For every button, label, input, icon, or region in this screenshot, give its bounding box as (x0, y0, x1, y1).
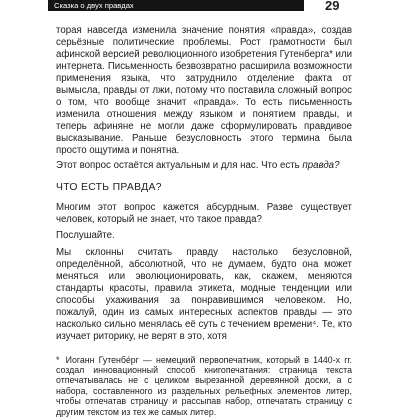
page-number: 29 (325, 0, 340, 13)
paragraph-continued: торая навсегда изменила значение понятия «правда», создав серьёзные политические проблемы. Рост грамотности был афинской версией революционного изобретения Гутенберга* или интернета. Письменность безвозвратно расширила возможности применения языка, что затруднило отделение факта от вымысла, правды от лжи, потому что поставила сложный вопрос о том, что вообще значит «правда». То есть письменность изменила отношения между языком и понятием правды, и теперь афиняне не могли даже сформулировать правдивое высказывание. Раньше безусловность этого термина была просто ощутима и понятна. (56, 25, 353, 156)
footnote (56, 355, 352, 417)
paragraph-text: Этот вопрос остаётся актуальным и для нас. Что есть (56, 160, 303, 171)
paragraph (56, 160, 352, 172)
running-head-title: Сказка о двух правдах (54, 1, 134, 10)
footnote-marker: * (56, 354, 60, 365)
section-heading: ЧТО ЕСТЬ ПРАВДА? (56, 182, 162, 193)
paragraph: Мы склонны считать правду настолько безусловной, определённой, абсолютной, что не думаем, будто она может меняться или эволюционировать, как, скажем, меняются стандарты красоты, правила этикета, модные тенденции или способы ухаживания за понравившимся человеком. Но, пожалуй, один из самых интересных аспектов правды — это насколько сильно менялась её суть с течением времени⁴. Те, кто изучает риторику, не верят в это, хотя (56, 247, 352, 342)
italic-word: правда? (302, 160, 340, 171)
paragraph: Многим этот вопрос кажется абсурдным. Разве существует человек, который не знает, что такое правда? (56, 202, 352, 225)
paragraph: Послушайте. (56, 230, 115, 241)
footnote-text: Иоганн Гутенбе́рг — немецкий первопечатник, который в 1440-х гг. создал инновационный способ книгопечатания: страница текста отпечатывалась не с целиком вырезанной деревянной доски, а с набора, составленного из раздельных рельефных элементов литер, чтобы отпечатав страницу и рассыпав набор, отпечатать страницу с другим текстом из тех же самых литер. (56, 354, 352, 417)
main-text (56, 25, 352, 343)
running-head (48, 0, 304, 11)
